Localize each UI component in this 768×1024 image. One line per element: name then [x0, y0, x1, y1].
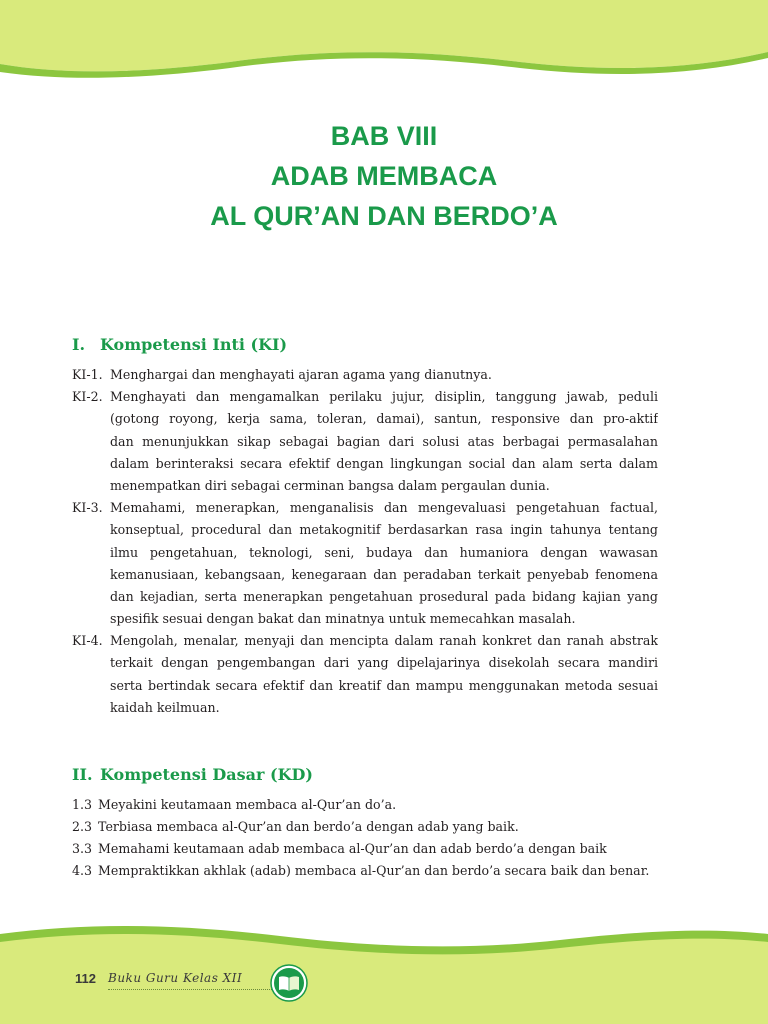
ki-text-line: (gotong royong, kerja sama, toleran, damai), santun, responsive dan pro-aktif — [110, 411, 658, 427]
kd-text: Terbiasa membaca al-Qur’an dan berdo’a dengan adab yang baik. — [98, 819, 519, 834]
ki-text-line: dalam berinteraksi secara efektif dengan lingkungan social dan alam serta dalam — [110, 455, 658, 471]
ki-text-line: serta bertindak secara efektif dan kreatif dan mampu menggunakan metoda sesuai — [110, 677, 658, 693]
kd-text: Memahami keutamaan adab membaca al-Qur’an dan adab berdo’a dengan baik — [98, 841, 607, 856]
kd-item — [72, 860, 672, 882]
ki-text-line: spesifik sesuai dengan bakat dan minatnya untuk memecahkan masalah. — [110, 611, 576, 627]
kd-text: Mempraktikkan akhlak (adab) membaca al-Qur’an dan berdo’a secara baik dan benar. — [98, 863, 650, 878]
ki-text-line: konseptual, procedural dan metakognitif berdasarkan rasa ingin tahunya tentang — [110, 522, 658, 538]
ki-item — [72, 497, 658, 630]
kd-number: 4.3 — [72, 863, 93, 878]
chapter-title-line-1: ADAB MEMBACA — [270, 161, 498, 191]
kd-item — [72, 794, 672, 816]
ki-text-line: terkait dengan pengembangan dari yang dipelajarinya disekolah secara mandiri — [110, 655, 658, 671]
footer-divider — [108, 989, 274, 990]
ki-text-line: ilmu pengetahuan, teknologi, seni, budaya dan humaniora dengan wawasan — [110, 544, 658, 560]
ki-text-line: Mengolah, menalar, menyaji dan mencipta dalam ranah konkret dan ranah abstrak — [110, 633, 658, 649]
kd-item — [72, 838, 672, 860]
section-number: II. — [72, 765, 93, 784]
ki-item — [72, 386, 658, 497]
ki-text-line: Memahami, menerapkan, menganalisis dan mengevaluasi pengetahuan factual, — [110, 500, 658, 516]
book-title: Buku Guru Kelas XII — [108, 971, 243, 985]
section-title: Kompetensi Inti (KI) — [100, 335, 288, 354]
ki-label: KI-3. — [72, 500, 103, 516]
chapter-number: BAB VIII — [330, 121, 438, 151]
ki-text-line: Menghargai dan menghayati ajaran agama yang dianutnya. — [110, 367, 492, 382]
ki-label: KI-2. — [72, 389, 103, 405]
kd-number: 1.3 — [72, 797, 93, 812]
chapter-title — [0, 116, 768, 236]
kd-list — [72, 794, 672, 882]
ki-text-line: Menghayati dan mengamalkan perilaku jujur, disiplin, tanggung jawab, peduli — [110, 389, 658, 405]
kd-number: 3.3 — [72, 841, 93, 856]
kd-text: Meyakini keutamaan membaca al-Qur’an do’a. — [98, 797, 397, 812]
ki-label: KI-4. — [72, 633, 103, 649]
ki-text-line: kemanusiaan, kebangsaan, kenegaraan dan peradaban terkait penyebab fenomena — [110, 566, 658, 582]
kd-number: 2.3 — [72, 819, 93, 834]
ki-text-line: dan kejadian, serta menerapkan pengetahuan prosedural pada bidang kajian yang — [110, 588, 658, 604]
section-heading-ki — [72, 335, 287, 354]
chapter-title-line-2: AL QUR’AN DAN BERDO’A — [210, 201, 558, 231]
section-heading-kd — [72, 765, 313, 784]
ki-item — [72, 630, 658, 719]
ki-text-line: dan menunjukkan sikap sebagai bagian dari solusi atas berbagai permasalahan — [110, 433, 658, 449]
ki-item — [72, 364, 658, 386]
ki-list — [72, 364, 658, 719]
top-wave-decoration — [0, 0, 768, 90]
kd-item — [72, 816, 672, 838]
ki-text-line: kaidah keilmuan. — [110, 699, 220, 715]
open-book-icon — [270, 964, 308, 1002]
ki-text-line: menempatkan diri sebagai cerminan bangsa dalam pergaulan dunia. — [110, 477, 550, 493]
page-number: 112 — [75, 971, 96, 986]
section-title: Kompetensi Dasar (KD) — [100, 765, 313, 784]
ki-label: KI-1. — [72, 367, 103, 382]
section-number: I. — [72, 335, 86, 354]
